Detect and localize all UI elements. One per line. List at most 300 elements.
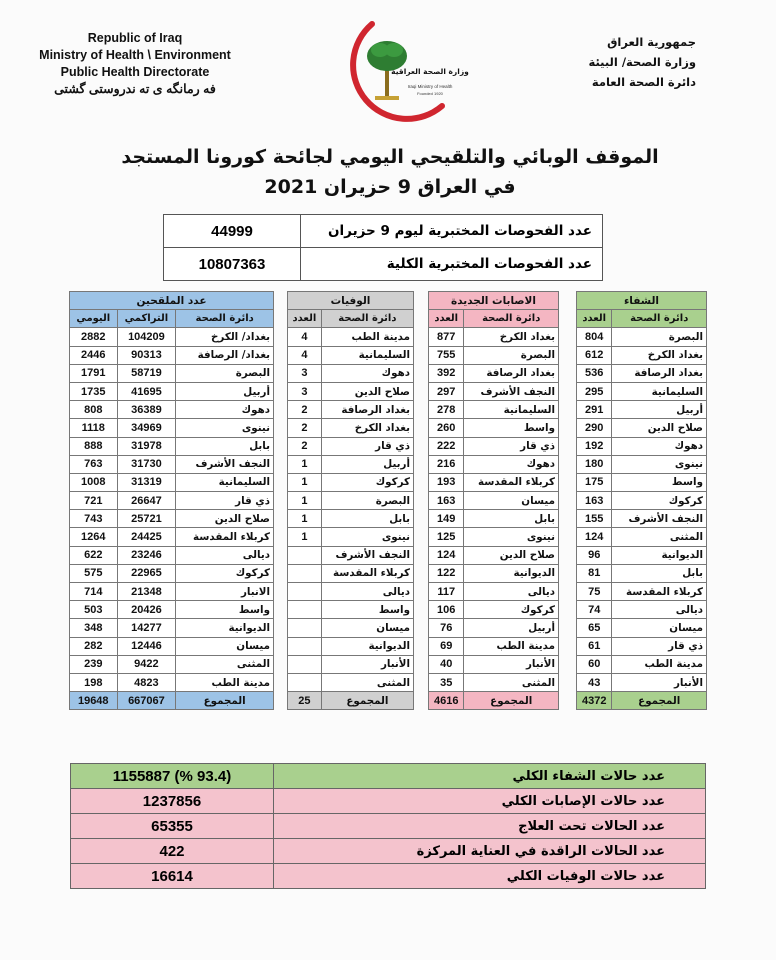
- row-count: 76: [429, 619, 464, 637]
- row-directorate: ذي قار: [321, 437, 413, 455]
- row-count: [288, 601, 322, 619]
- row-daily: 198: [70, 673, 118, 691]
- row-count: [288, 673, 322, 691]
- row-directorate: البصرة: [464, 346, 559, 364]
- row-count: 260: [429, 419, 464, 437]
- row-directorate: بغداد الرصافة: [612, 364, 707, 382]
- table-row: [288, 492, 414, 510]
- table-row: [70, 528, 274, 546]
- table-row: [429, 437, 559, 455]
- row-directorate: البصرة: [612, 328, 707, 346]
- header-directorate-en: Public Health Directorate: [60, 65, 210, 79]
- row-count: 2: [288, 437, 322, 455]
- column-directorate: دائرة الصحة: [176, 310, 274, 328]
- header-directorate-ar: دائرة الصحة العامة: [591, 75, 696, 89]
- table-row: [288, 601, 414, 619]
- row-directorate: النجف الأشرف: [321, 546, 413, 564]
- row-cumulative: 21348: [117, 583, 176, 601]
- table-row: [70, 619, 274, 637]
- title-line-1: الموقف الوبائي والتلقيحي اليومي لجائحة كورونا المستجد: [121, 146, 659, 168]
- table-total-row: [577, 692, 707, 710]
- row-directorate: النجف الأشرف: [612, 510, 707, 528]
- row-directorate: بابل: [464, 510, 559, 528]
- column-count: العدد: [429, 310, 464, 328]
- table-row: [288, 546, 414, 564]
- total-label: المجموع: [176, 692, 274, 710]
- row-count: [288, 655, 322, 673]
- table-row: [577, 528, 707, 546]
- row-directorate: صلاح الدين: [176, 510, 274, 528]
- table-row: [70, 455, 274, 473]
- summary-label: عدد حالات الإصابات الكلي: [274, 789, 706, 814]
- summary-value: 65355: [71, 814, 274, 839]
- table-row: [577, 601, 707, 619]
- table-row: [577, 564, 707, 582]
- row-daily: 2882: [70, 328, 118, 346]
- table-row: [577, 637, 707, 655]
- row-directorate: صلاح الدين: [321, 382, 413, 400]
- summary-value: 16614: [71, 864, 274, 889]
- table-total-row: [70, 692, 274, 710]
- row-count: 755: [429, 346, 464, 364]
- row-count: 1: [288, 492, 322, 510]
- row-directorate: السليمانية: [464, 401, 559, 419]
- row-cumulative: 31978: [117, 437, 176, 455]
- row-directorate: كركوك: [176, 564, 274, 582]
- header-country-ar: جمهورية العراق: [607, 35, 696, 49]
- table-row: [288, 528, 414, 546]
- row-directorate: المثنى: [612, 528, 707, 546]
- row-directorate: دهوك: [464, 455, 559, 473]
- row-count: 43: [577, 673, 612, 691]
- table-row: [288, 382, 414, 400]
- table-row: [577, 455, 707, 473]
- row-directorate: بابل: [321, 510, 413, 528]
- table-title: عدد الملقحين: [70, 292, 274, 310]
- recovered-table: [576, 291, 707, 710]
- vaccinated-table: [69, 291, 274, 710]
- row-daily: 1791: [70, 364, 118, 382]
- table-row: [429, 455, 559, 473]
- row-count: [288, 619, 322, 637]
- table-row: [429, 328, 559, 346]
- row-directorate: كربلاء المقدسة: [612, 583, 707, 601]
- row-directorate: كركوك: [612, 492, 707, 510]
- row-directorate: أربيل: [321, 455, 413, 473]
- row-daily: 239: [70, 655, 118, 673]
- table-title: الشفاء: [577, 292, 707, 310]
- row-count: 3: [288, 364, 322, 382]
- table-row: [288, 655, 414, 673]
- title-line-2: في العراق 9 حزيران 2021: [264, 176, 516, 198]
- table-row: [288, 346, 414, 364]
- row-count: 222: [429, 437, 464, 455]
- row-daily: 808: [70, 401, 118, 419]
- logo-text-ar: وزارة الصحة العراقية: [391, 67, 469, 76]
- row-count: 69: [429, 637, 464, 655]
- table-row: [288, 583, 414, 601]
- row-cumulative: 31730: [117, 455, 176, 473]
- table-row: [70, 637, 274, 655]
- palm-trunk-icon: [385, 69, 389, 97]
- column-count: العدد: [577, 310, 612, 328]
- table-row: [429, 546, 559, 564]
- row-directorate: السليمانية: [176, 473, 274, 491]
- table-row: [577, 364, 707, 382]
- table-row: [577, 473, 707, 491]
- row-daily: 743: [70, 510, 118, 528]
- row-count: 149: [429, 510, 464, 528]
- row-cumulative: 12446: [117, 637, 176, 655]
- row-cumulative: 9422: [117, 655, 176, 673]
- column-directorate: دائرة الصحة: [464, 310, 559, 328]
- row-count: 74: [577, 601, 612, 619]
- table-title: الاصابات الجديدة: [429, 292, 559, 310]
- table-title: الوفيات: [288, 292, 414, 310]
- row-directorate: نينوى: [321, 528, 413, 546]
- row-count: 193: [429, 473, 464, 491]
- row-directorate: المثنى: [321, 673, 413, 691]
- table-row: [577, 492, 707, 510]
- table-row: [429, 564, 559, 582]
- table-row: [288, 455, 414, 473]
- row-directorate: بابل: [176, 437, 274, 455]
- total-value: 4372: [577, 692, 612, 710]
- row-directorate: كربلاء المقدسة: [321, 564, 413, 582]
- row-directorate: ميسان: [321, 619, 413, 637]
- summary-label: عدد حالات الشفاء الكلي: [274, 764, 706, 789]
- row-count: 124: [577, 528, 612, 546]
- row-count: 106: [429, 601, 464, 619]
- table-header-row: [577, 310, 707, 328]
- header-country-en: Republic of Iraq: [87, 31, 183, 45]
- row-directorate: واسط: [321, 601, 413, 619]
- table-row: [70, 328, 274, 346]
- row-directorate: مدينة الطب: [321, 328, 413, 346]
- row-count: 163: [577, 492, 612, 510]
- row-count: 3: [288, 382, 322, 400]
- row-daily: 721: [70, 492, 118, 510]
- row-cumulative: 31319: [117, 473, 176, 491]
- row-count: 295: [577, 382, 612, 400]
- summary-row: [71, 864, 706, 889]
- row-directorate: أربيل: [612, 401, 707, 419]
- row-directorate: دهوك: [176, 401, 274, 419]
- row-daily: 2446: [70, 346, 118, 364]
- row-count: 117: [429, 583, 464, 601]
- row-directorate: السليمانية: [321, 346, 413, 364]
- row-directorate: المثنى: [464, 673, 559, 691]
- row-cumulative: 23246: [117, 546, 176, 564]
- table-row: [70, 346, 274, 364]
- row-cumulative: 26647: [117, 492, 176, 510]
- row-daily: 348: [70, 619, 118, 637]
- row-cumulative: 34969: [117, 419, 176, 437]
- row-directorate: الانبار: [176, 583, 274, 601]
- summary-value: (93.4 %) 1155887: [71, 764, 274, 789]
- row-count: 163: [429, 492, 464, 510]
- row-count: 175: [577, 473, 612, 491]
- row-daily: 763: [70, 455, 118, 473]
- table-title-row: [288, 292, 414, 310]
- row-count: 4: [288, 328, 322, 346]
- summary-row: [71, 764, 706, 789]
- row-directorate: أربيل: [464, 619, 559, 637]
- row-count: [288, 583, 322, 601]
- table-header-row: [70, 310, 274, 328]
- table-row: [429, 637, 559, 655]
- row-count: 124: [429, 546, 464, 564]
- row-count: 75: [577, 583, 612, 601]
- header-directorate-ku: فه رمانگه ی ته ندروستی گشتی: [54, 82, 216, 96]
- row-directorate: ميسان: [612, 619, 707, 637]
- total-tests-value: 10807363: [164, 248, 301, 281]
- summary-value: 1237856: [71, 789, 274, 814]
- row-directorate: المثنى: [176, 655, 274, 673]
- table-row: [429, 510, 559, 528]
- row-count: 612: [577, 346, 612, 364]
- table-row: [288, 328, 414, 346]
- total-label: المجموع: [612, 692, 707, 710]
- row-count: 125: [429, 528, 464, 546]
- row-daily: 714: [70, 583, 118, 601]
- table-title-row: [429, 292, 559, 310]
- row-directorate: ذي قار: [176, 492, 274, 510]
- row-count: 192: [577, 437, 612, 455]
- table-row: [288, 510, 414, 528]
- table-row: [288, 673, 414, 691]
- row-count: 804: [577, 328, 612, 346]
- row-count: 155: [577, 510, 612, 528]
- new-cases-table: [428, 291, 559, 710]
- row-count: 291: [577, 401, 612, 419]
- row-cumulative: 24425: [117, 528, 176, 546]
- table-row: [429, 583, 559, 601]
- row-directorate: صلاح الدين: [464, 546, 559, 564]
- row-directorate: صلاح الدين: [612, 419, 707, 437]
- row-count: [288, 564, 322, 582]
- row-directorate: ديالى: [321, 583, 413, 601]
- column-cumulative: التراكمي: [117, 310, 176, 328]
- table-row: [577, 619, 707, 637]
- row-daily: 1008: [70, 473, 118, 491]
- row-directorate: نينوى: [612, 455, 707, 473]
- row-count: 278: [429, 401, 464, 419]
- row-directorate: نينوى: [464, 528, 559, 546]
- row-count: 61: [577, 637, 612, 655]
- row-directorate: مدينة الطب: [464, 637, 559, 655]
- row-count: 877: [429, 328, 464, 346]
- header-left-block: [30, 30, 240, 98]
- row-directorate: ذي قار: [612, 637, 707, 655]
- table-row: [288, 419, 414, 437]
- row-directorate: بغداد/ الكرخ: [176, 328, 274, 346]
- row-directorate: ديالى: [176, 546, 274, 564]
- table-row: [70, 510, 274, 528]
- table-row: [577, 510, 707, 528]
- row-directorate: دهوك: [321, 364, 413, 382]
- row-directorate: بغداد الكرخ: [464, 328, 559, 346]
- header-ministry-en: Ministry of Health \ Environment: [39, 48, 231, 62]
- row-cumulative: 20426: [117, 601, 176, 619]
- row-daily: 503: [70, 601, 118, 619]
- table-row: [70, 437, 274, 455]
- row-count: 81: [577, 564, 612, 582]
- row-directorate: ديالى: [612, 601, 707, 619]
- row-count: 40: [429, 655, 464, 673]
- row-count: 122: [429, 564, 464, 582]
- total-daily: 19648: [70, 692, 118, 710]
- summary-value: 422: [71, 839, 274, 864]
- column-directorate: دائرة الصحة: [612, 310, 707, 328]
- table-row: [429, 492, 559, 510]
- row-cumulative: 36389: [117, 401, 176, 419]
- deaths-table: [287, 291, 414, 710]
- table-row: [70, 583, 274, 601]
- daily-tests-row: [164, 215, 603, 248]
- table-row: [429, 601, 559, 619]
- row-cumulative: 22965: [117, 564, 176, 582]
- row-cumulative: 104209: [117, 328, 176, 346]
- table-row: [429, 419, 559, 437]
- row-directorate: الأنبار: [464, 655, 559, 673]
- table-row: [288, 564, 414, 582]
- row-directorate: السليمانية: [612, 382, 707, 400]
- table-row: [288, 473, 414, 491]
- table-row: [70, 673, 274, 691]
- row-directorate: الديوانية: [321, 637, 413, 655]
- row-directorate: بغداد الرصافة: [321, 401, 413, 419]
- row-daily: 282: [70, 637, 118, 655]
- table-row: [288, 619, 414, 637]
- row-directorate: الأنبار: [321, 655, 413, 673]
- table-row: [429, 364, 559, 382]
- row-daily: 1735: [70, 382, 118, 400]
- row-daily: 888: [70, 437, 118, 455]
- summary-label: عدد حالات الوفيات الكلي: [274, 864, 706, 889]
- summary-table: [70, 763, 706, 889]
- table-row: [288, 437, 414, 455]
- row-count: 536: [577, 364, 612, 382]
- row-directorate: بغداد الكرخ: [321, 419, 413, 437]
- row-count: 2: [288, 419, 322, 437]
- row-count: 1: [288, 510, 322, 528]
- row-directorate: البصرة: [321, 492, 413, 510]
- table-row: [429, 346, 559, 364]
- row-count: 35: [429, 673, 464, 691]
- table-row: [70, 492, 274, 510]
- row-daily: 1264: [70, 528, 118, 546]
- row-count: 216: [429, 455, 464, 473]
- row-directorate: ميسان: [176, 637, 274, 655]
- row-directorate: كربلاء المقدسة: [464, 473, 559, 491]
- table-title-row: [70, 292, 274, 310]
- table-row: [577, 382, 707, 400]
- row-directorate: الديوانية: [464, 564, 559, 582]
- table-row: [70, 382, 274, 400]
- row-directorate: أربيل: [176, 382, 274, 400]
- column-directorate: دائرة الصحة: [321, 310, 413, 328]
- total-label: المجموع: [321, 692, 413, 710]
- row-directorate: بغداد/ الرصافة: [176, 346, 274, 364]
- row-directorate: ديالى: [464, 583, 559, 601]
- table-title-row: [577, 292, 707, 310]
- row-directorate: بغداد الكرخ: [612, 346, 707, 364]
- table-total-row: [429, 692, 559, 710]
- table-row: [70, 364, 274, 382]
- row-daily: 575: [70, 564, 118, 582]
- row-count: 2: [288, 401, 322, 419]
- summary-row: [71, 839, 706, 864]
- row-count: 180: [577, 455, 612, 473]
- summary-row: [71, 814, 706, 839]
- row-directorate: كربلاء المقدسة: [176, 528, 274, 546]
- row-directorate: النجف الأشرف: [464, 382, 559, 400]
- table-row: [429, 673, 559, 691]
- table-row: [577, 401, 707, 419]
- table-row: [577, 419, 707, 437]
- table-row: [70, 601, 274, 619]
- row-count: 290: [577, 419, 612, 437]
- summary-label: عدد الحالات الراقدة في العناية المركزة: [274, 839, 706, 864]
- total-label: المجموع: [464, 692, 559, 710]
- row-directorate: كركوك: [464, 601, 559, 619]
- row-cumulative: 58719: [117, 364, 176, 382]
- table-row: [70, 419, 274, 437]
- table-header-row: [288, 310, 414, 328]
- row-count: 392: [429, 364, 464, 382]
- table-row: [429, 473, 559, 491]
- row-directorate: دهوك: [612, 437, 707, 455]
- row-count: 96: [577, 546, 612, 564]
- row-directorate: النجف الأشرف: [176, 455, 274, 473]
- row-directorate: ذي قار: [464, 437, 559, 455]
- row-directorate: البصرة: [176, 364, 274, 382]
- table-row: [577, 655, 707, 673]
- table-row: [429, 619, 559, 637]
- column-count: العدد: [288, 310, 322, 328]
- table-row: [577, 546, 707, 564]
- table-row: [429, 528, 559, 546]
- row-cumulative: 41695: [117, 382, 176, 400]
- row-count: 60: [577, 655, 612, 673]
- row-directorate: الديوانية: [176, 619, 274, 637]
- total-value: 25: [288, 692, 322, 710]
- row-directorate: ميسان: [464, 492, 559, 510]
- row-count: 1: [288, 473, 322, 491]
- lab-tests-table: [163, 214, 603, 281]
- table-row: [288, 364, 414, 382]
- row-directorate: واسط: [176, 601, 274, 619]
- row-daily: 1118: [70, 419, 118, 437]
- table-row: [288, 401, 414, 419]
- row-directorate: الأنبار: [612, 673, 707, 691]
- table-row: [70, 546, 274, 564]
- table-row: [429, 655, 559, 673]
- row-count: 297: [429, 382, 464, 400]
- row-count: [288, 637, 322, 655]
- row-daily: 622: [70, 546, 118, 564]
- daily-tests-label: عدد الفحوصات المختبرية ليوم 9 حزيران: [301, 215, 603, 248]
- row-directorate: واسط: [464, 419, 559, 437]
- table-row: [429, 382, 559, 400]
- row-count: 1: [288, 528, 322, 546]
- ministry-logo: [330, 14, 469, 124]
- daily-tests-value: 44999: [164, 215, 301, 248]
- total-tests-label: عدد الفحوصات المختبرية الكلية: [301, 248, 603, 281]
- row-cumulative: 25721: [117, 510, 176, 528]
- table-row: [70, 564, 274, 582]
